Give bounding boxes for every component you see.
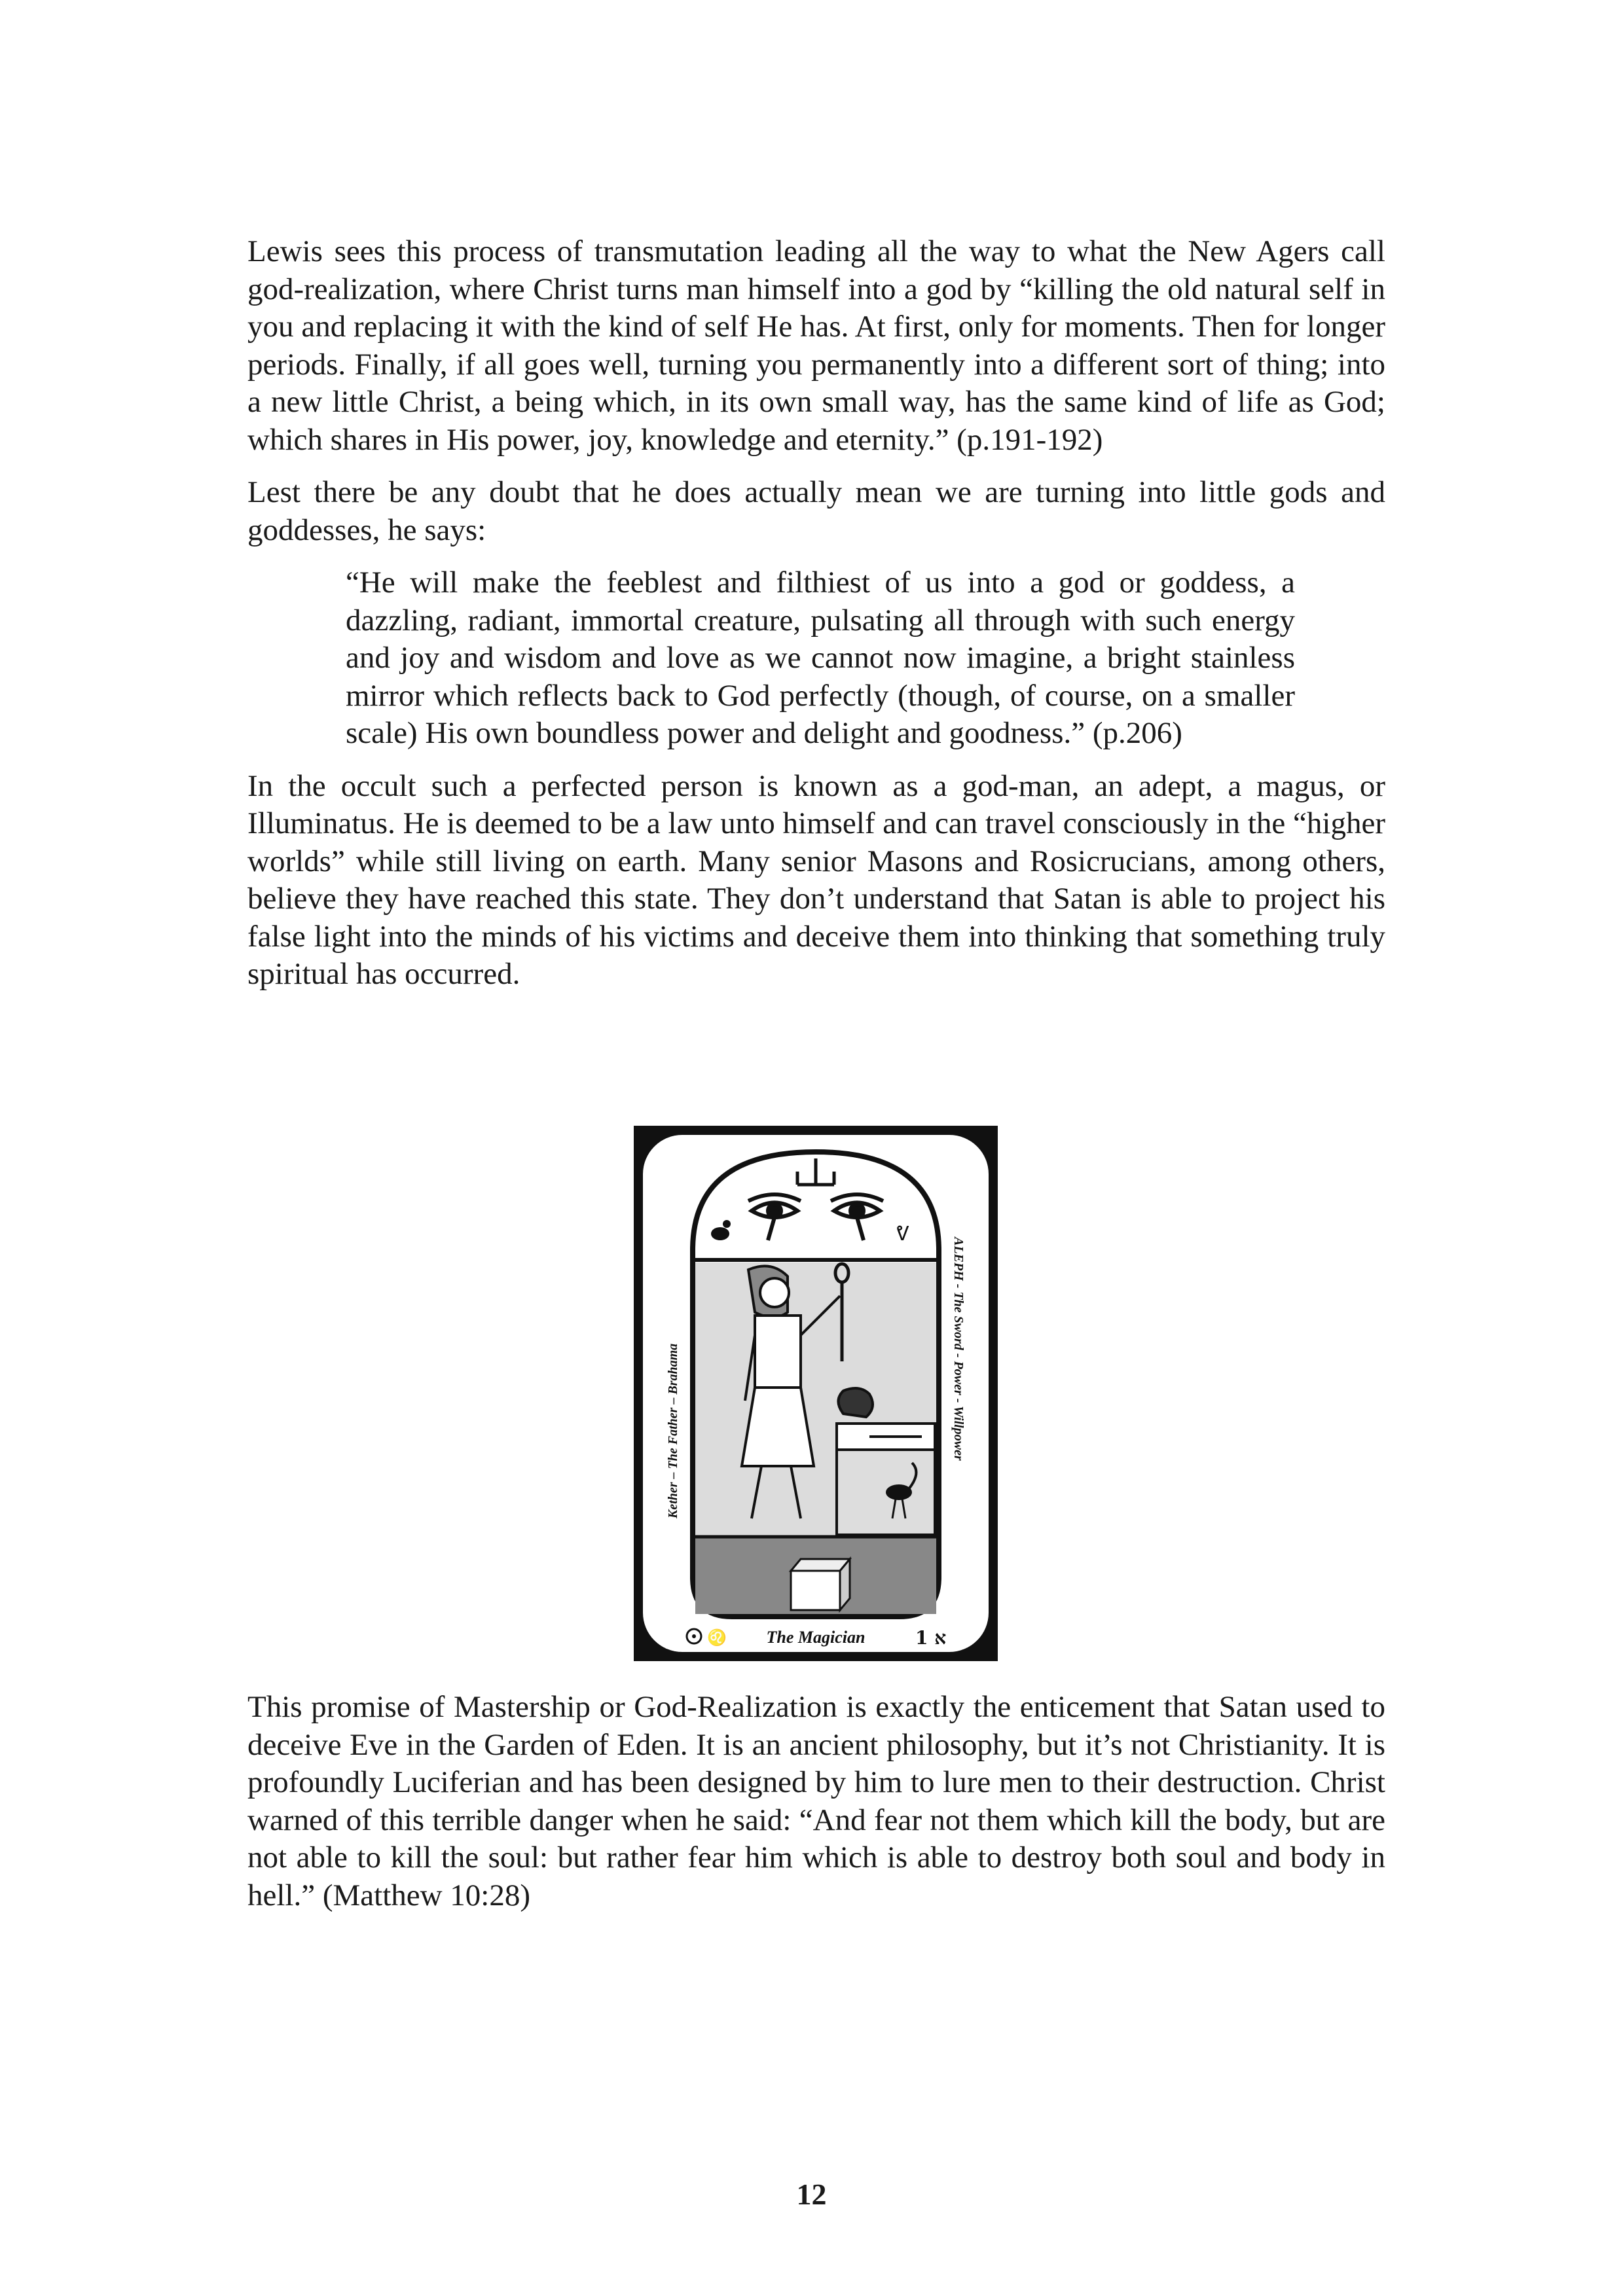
- card-left-text: Kether – The Father – Brahama: [666, 1343, 680, 1518]
- block-quote: “He will make the feeblest and filthiest of us into a god or goddess, a dazzling, radiant, immortal creature, pulsating all through with such energy and joy and wisdom and love as we cannot now imagine, a bright stainless mirror which reflects back to God perfectly (though, of course, on a smaller scale) His own boundless power and delight and goodness.” (p.206): [346, 565, 1295, 750]
- svg-text:♌: ♌: [707, 1628, 727, 1647]
- card-right-text: ALEPH - The Sword - Power - Willpower: [951, 1237, 966, 1461]
- svg-text:ᕓ: ᕓ: [896, 1223, 909, 1246]
- paragraph-transmutation: Lewis sees this process of transmutation leading all the way to what the New Agers call god-realization, where Christ turns man himself into a god by “killing the old natural self in you and replacing it with the kind of self He has. At first, only for moments. Then for longer periods. Finally, if all goes well, turning you permanently into a different sort of thing; into a new little Christ, a being which, in its own small way, has the same kind of life as God; which shares in His power, joy, knowledge and eternity.” (p.191-192): [247, 234, 1385, 457]
- page-body: [247, 233, 1385, 1009]
- page-number: 12: [796, 2178, 827, 2211]
- paragraph-occult: In the occult such a perfected person is known as a god-man, an adept, a magus, or Illuminatus. He is deemed to be a law unto himself and can travel consciously in the “higher worlds” while still living on earth. Many senior Masons and Rosicrucians, among others, believe they have reached this state. They don’t understand that Satan is able to project his false light into the minds of his victims and deceive them into thinking that something truly spiritual has occurred.: [247, 768, 1385, 991]
- magician-tarot-card: [634, 1126, 998, 1661]
- paragraph-lest-there-be: Lest there be any doubt that he does actually mean we are turning into little gods and goddesses, he says:: [247, 475, 1385, 547]
- cube-icon: [791, 1559, 850, 1610]
- card-bottom-right-symbols: א 1: [915, 1627, 947, 1649]
- paragraph-mastership: This promise of Mastership or God-Realization is exactly the enticement that Satan used to deceive Eve in the Garden of Eden. It is an ancient philosophy, but it’s not Christianity. It is profoundly Luciferian and has been designed by him to lure men to their destruction. Christ warned of this terrible danger when he said: “And fear not them which kill the body, but are not able to kill the soul: but rather fear him which is able to destroy both soul and body in hell.” (Matthew 10:28): [247, 1690, 1385, 1912]
- card-bottom-title: The Magician: [766, 1628, 866, 1647]
- paragraph-after-figure-wrap: [247, 1689, 1385, 1929]
